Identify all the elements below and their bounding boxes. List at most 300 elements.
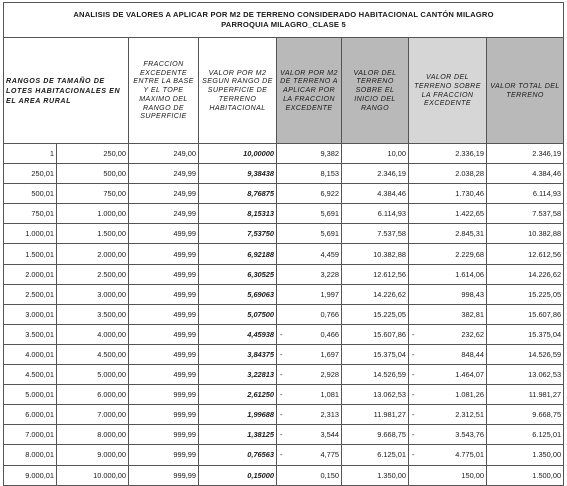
negative-sign: - bbox=[412, 390, 415, 400]
negative-sign: - bbox=[280, 450, 283, 460]
cell-range-from-text: 750,01 bbox=[31, 209, 54, 219]
cell-range-from-text: 5.000,01 bbox=[25, 390, 54, 400]
cell-range-from-text: 1.500,01 bbox=[25, 249, 54, 259]
cell-value-m2-range bbox=[199, 144, 277, 164]
cell-value-start bbox=[342, 385, 409, 405]
cell-value-m2-fraction bbox=[277, 405, 342, 425]
cell-value-m2-fraction bbox=[277, 244, 342, 264]
cell-value-m2-fraction bbox=[277, 465, 342, 485]
cell-value-total-text: 9.668,75 bbox=[532, 410, 562, 420]
cell-value-m2-fraction bbox=[277, 284, 342, 304]
cell-value-start-text: 7.537,58 bbox=[377, 229, 406, 239]
cell-range-to bbox=[57, 405, 129, 425]
cell-value-m2-range-text: 4,45938 bbox=[247, 329, 274, 339]
cell-range-to bbox=[57, 164, 129, 184]
table-row bbox=[4, 244, 564, 264]
cell-value-start-text: 14.526,59 bbox=[373, 370, 406, 380]
cell-range-from-text: 4.500,01 bbox=[25, 370, 54, 380]
cell-value-total-text: 2.346,19 bbox=[532, 149, 562, 159]
cell-value-fraction-text: 1.081,26 bbox=[455, 390, 484, 400]
cell-value-fraction-text: 3.543,76 bbox=[455, 430, 484, 440]
cell-value-start-text: 10,00 bbox=[387, 149, 406, 159]
cell-fraction-text: 499,99 bbox=[173, 329, 196, 339]
cell-range-from-text: 2.500,01 bbox=[25, 289, 54, 299]
cell-value-m2-fraction-text: 4,775 bbox=[320, 450, 339, 460]
cell-value-m2-fraction-text: 8,153 bbox=[320, 169, 339, 179]
cell-value-total bbox=[487, 284, 564, 304]
cell-value-fraction bbox=[409, 184, 487, 204]
cell-value-fraction-text: 1.730,46 bbox=[455, 189, 484, 199]
cell-value-m2-range bbox=[199, 365, 277, 385]
table-row bbox=[4, 405, 564, 425]
cell-fraction-text: 499,99 bbox=[173, 229, 196, 239]
cell-value-fraction bbox=[409, 405, 487, 425]
cell-value-start-text: 15.375,04 bbox=[373, 349, 406, 359]
cell-fraction-text: 999,99 bbox=[173, 450, 196, 460]
cell-fraction bbox=[129, 224, 199, 244]
cell-range-from bbox=[4, 465, 57, 485]
header-valor-m2-fraccion: VALOR POR M2 DE TERRENO A APLICAR POR LA FRACCION EXCEDENTE bbox=[277, 38, 342, 144]
cell-value-m2-range-text: 0,15000 bbox=[247, 470, 274, 480]
cell-fraction bbox=[129, 344, 199, 364]
negative-sign: - bbox=[280, 390, 283, 400]
cell-value-start-text: 9.668,75 bbox=[377, 430, 406, 440]
cell-value-start bbox=[342, 405, 409, 425]
cell-value-m2-fraction bbox=[277, 144, 342, 164]
cell-fraction-text: 249,99 bbox=[173, 189, 196, 199]
cell-range-to-text: 8.000,00 bbox=[97, 430, 126, 440]
negative-sign: - bbox=[412, 430, 415, 440]
cell-value-start bbox=[342, 324, 409, 344]
header-valor-m2-rango: VALOR POR M2 SEGUN RANGO DE SUPERFICIE DE TERRENO HABITACIONAL bbox=[199, 38, 277, 144]
negative-sign: - bbox=[412, 370, 415, 380]
cell-value-fraction bbox=[409, 164, 487, 184]
cell-value-total-text: 15.375,04 bbox=[528, 329, 562, 339]
cell-range-from bbox=[4, 304, 57, 324]
cell-value-m2-fraction-text: 2,928 bbox=[320, 370, 339, 380]
cell-value-m2-fraction-text: 3,544 bbox=[320, 430, 339, 440]
cell-range-to bbox=[57, 244, 129, 264]
cell-value-total bbox=[487, 365, 564, 385]
cell-value-start bbox=[342, 344, 409, 364]
cell-value-total-text: 14.526,59 bbox=[528, 349, 562, 359]
cell-value-total-text: 4.384,46 bbox=[532, 169, 562, 179]
cell-fraction bbox=[129, 184, 199, 204]
cell-value-m2-fraction bbox=[277, 204, 342, 224]
cell-value-fraction bbox=[409, 284, 487, 304]
cell-value-total bbox=[487, 244, 564, 264]
cell-value-fraction-text: 2.312,51 bbox=[455, 410, 484, 420]
cell-value-m2-range-text: 6,30525 bbox=[247, 269, 274, 279]
cell-range-from-text: 500,01 bbox=[31, 189, 54, 199]
negative-sign: - bbox=[280, 430, 283, 440]
cell-value-m2-range-text: 7,53750 bbox=[247, 229, 274, 239]
cell-value-m2-fraction-text: 0,766 bbox=[320, 309, 339, 319]
cell-range-to bbox=[57, 324, 129, 344]
cell-range-to bbox=[57, 465, 129, 485]
cell-value-start bbox=[342, 164, 409, 184]
cell-value-total bbox=[487, 344, 564, 364]
cell-fraction-text: 499,99 bbox=[173, 309, 196, 319]
cell-value-total-text: 1.500,00 bbox=[532, 470, 562, 480]
cell-fraction-text: 499,99 bbox=[173, 370, 196, 380]
cell-fraction-text: 499,99 bbox=[173, 249, 196, 259]
cell-value-m2-range bbox=[199, 405, 277, 425]
cell-value-fraction bbox=[409, 465, 487, 485]
cell-value-m2-fraction bbox=[277, 385, 342, 405]
cell-value-m2-range bbox=[199, 425, 277, 445]
cell-range-from bbox=[4, 164, 57, 184]
cell-value-m2-fraction-text: 1,697 bbox=[320, 349, 339, 359]
negative-sign: - bbox=[280, 329, 283, 339]
cell-range-to bbox=[57, 385, 129, 405]
cell-value-m2-range bbox=[199, 244, 277, 264]
cell-value-fraction bbox=[409, 445, 487, 465]
cell-value-total bbox=[487, 405, 564, 425]
cell-value-start-text: 14.226,62 bbox=[373, 289, 406, 299]
negative-sign: - bbox=[280, 349, 283, 359]
cell-fraction bbox=[129, 365, 199, 385]
table-row bbox=[4, 344, 564, 364]
cell-value-fraction bbox=[409, 224, 487, 244]
cell-value-fraction bbox=[409, 144, 487, 164]
negative-sign: - bbox=[412, 450, 415, 460]
cell-fraction bbox=[129, 304, 199, 324]
cell-value-start-text: 13.062,53 bbox=[373, 390, 406, 400]
cell-value-start bbox=[342, 304, 409, 324]
cell-range-to-text: 6.000,00 bbox=[97, 390, 126, 400]
cell-value-m2-range bbox=[199, 385, 277, 405]
cell-value-total bbox=[487, 445, 564, 465]
cell-range-to bbox=[57, 304, 129, 324]
cell-range-to bbox=[57, 425, 129, 445]
table-row bbox=[4, 425, 564, 445]
cell-value-total bbox=[487, 204, 564, 224]
cell-fraction bbox=[129, 204, 199, 224]
cell-value-m2-fraction-text: 6,922 bbox=[320, 189, 339, 199]
cell-value-start-text: 12.612,56 bbox=[373, 269, 406, 279]
negative-sign: - bbox=[412, 329, 415, 339]
cell-value-total bbox=[487, 164, 564, 184]
valuation-table-sheet bbox=[3, 2, 563, 480]
cell-value-fraction bbox=[409, 264, 487, 284]
cell-value-m2-fraction bbox=[277, 264, 342, 284]
cell-value-fraction-text: 150,00 bbox=[461, 470, 484, 480]
cell-range-from-text: 1.000,01 bbox=[25, 229, 54, 239]
cell-range-to-text: 10.000,00 bbox=[93, 470, 126, 480]
cell-value-start bbox=[342, 365, 409, 385]
cell-value-m2-fraction-text: 3,228 bbox=[320, 269, 339, 279]
cell-value-m2-fraction-text: 4,459 bbox=[320, 249, 339, 259]
table-title-line-1: ANALISIS DE VALORES A APLICAR POR M2 DE TERRENO CONSIDERADO HABITACIONAL CANTÓN MILAGRO bbox=[73, 10, 494, 19]
cell-value-m2-range-text: 6,92188 bbox=[247, 249, 274, 259]
cell-fraction bbox=[129, 405, 199, 425]
cell-value-fraction-text: 232,62 bbox=[461, 329, 484, 339]
cell-value-fraction-text: 1.614,06 bbox=[455, 269, 484, 279]
cell-value-fraction-text: 4.775,01 bbox=[455, 450, 484, 460]
cell-range-to-text: 1.500,00 bbox=[97, 229, 126, 239]
cell-fraction bbox=[129, 164, 199, 184]
negative-sign: - bbox=[280, 370, 283, 380]
cell-range-from bbox=[4, 264, 57, 284]
negative-sign: - bbox=[280, 410, 283, 420]
cell-value-m2-fraction-text: 1,081 bbox=[320, 390, 339, 400]
table-title-line-2: PARROQUIA MILAGRO_CLASE 5 bbox=[221, 20, 346, 29]
cell-value-m2-fraction bbox=[277, 445, 342, 465]
cell-range-to bbox=[57, 445, 129, 465]
cell-range-from bbox=[4, 224, 57, 244]
column-header-row bbox=[4, 38, 564, 144]
cell-value-start bbox=[342, 244, 409, 264]
cell-value-fraction-text: 2.229,68 bbox=[455, 249, 484, 259]
cell-value-m2-range-text: 8,15313 bbox=[247, 209, 274, 219]
cell-value-m2-range-text: 3,84375 bbox=[247, 349, 274, 359]
cell-value-m2-range bbox=[199, 324, 277, 344]
cell-fraction-text: 999,99 bbox=[173, 430, 196, 440]
cell-range-from-text: 1 bbox=[49, 149, 54, 159]
table-title-row bbox=[4, 3, 564, 38]
cell-value-m2-range-text: 8,76875 bbox=[247, 189, 274, 199]
table-row bbox=[4, 324, 564, 344]
cell-value-fraction-text: 2.336,19 bbox=[455, 149, 484, 159]
cell-value-m2-range-text: 1,99688 bbox=[247, 410, 274, 420]
cell-value-m2-fraction bbox=[277, 304, 342, 324]
header-rangos: RANGOS DE TAMAÑO DE LOTES HABITACIONALES EN EL AREA RURAL bbox=[4, 38, 129, 144]
cell-value-fraction-text: 848,44 bbox=[461, 349, 484, 359]
cell-range-from bbox=[4, 385, 57, 405]
cell-value-total-text: 14.226,62 bbox=[528, 269, 562, 279]
cell-range-from bbox=[4, 184, 57, 204]
cell-range-from bbox=[4, 445, 57, 465]
cell-range-from bbox=[4, 324, 57, 344]
cell-value-m2-range bbox=[199, 304, 277, 324]
cell-value-m2-fraction-text: 0,150 bbox=[320, 470, 339, 480]
cell-value-m2-fraction-text: 0,466 bbox=[320, 329, 339, 339]
cell-value-m2-range bbox=[199, 184, 277, 204]
cell-value-total bbox=[487, 425, 564, 445]
header-fraccion: FRACCION EXCEDENTE ENTRE LA BASE Y EL TOPE MAXIMO DEL RANGO DE SUPERFICIE bbox=[129, 38, 199, 144]
cell-range-to bbox=[57, 344, 129, 364]
cell-value-m2-range bbox=[199, 224, 277, 244]
table-row bbox=[4, 465, 564, 485]
table-body bbox=[4, 144, 564, 486]
cell-range-from bbox=[4, 284, 57, 304]
cell-fraction-text: 499,99 bbox=[173, 269, 196, 279]
cell-value-total bbox=[487, 144, 564, 164]
cell-range-to bbox=[57, 224, 129, 244]
negative-sign: - bbox=[412, 349, 415, 359]
cell-value-total bbox=[487, 465, 564, 485]
cell-value-m2-fraction-text: 9,382 bbox=[320, 149, 339, 159]
cell-range-to-text: 3.500,00 bbox=[97, 309, 126, 319]
cell-range-to bbox=[57, 144, 129, 164]
cell-value-total-text: 11.981,27 bbox=[528, 390, 562, 400]
cell-value-total-text: 6.114,93 bbox=[532, 189, 562, 199]
cell-value-m2-range-text: 9,38438 bbox=[247, 169, 274, 179]
cell-value-start bbox=[342, 264, 409, 284]
cell-range-from-text: 2.000,01 bbox=[25, 269, 54, 279]
cell-range-from bbox=[4, 144, 57, 164]
cell-fraction bbox=[129, 324, 199, 344]
cell-range-from-text: 7.000,01 bbox=[25, 430, 54, 440]
cell-range-from-text: 3.000,01 bbox=[25, 309, 54, 319]
cell-value-m2-fraction bbox=[277, 344, 342, 364]
cell-value-m2-range bbox=[199, 204, 277, 224]
cell-value-start-text: 2.346,19 bbox=[377, 169, 406, 179]
table-row bbox=[4, 304, 564, 324]
cell-fraction-text: 249,00 bbox=[173, 149, 196, 159]
table-row bbox=[4, 284, 564, 304]
cell-fraction-text: 249,99 bbox=[173, 169, 196, 179]
cell-range-to bbox=[57, 204, 129, 224]
cell-range-to-text: 1.000,00 bbox=[97, 209, 126, 219]
cell-value-total-text: 12.612,56 bbox=[528, 249, 562, 259]
cell-value-start bbox=[342, 144, 409, 164]
cell-range-to bbox=[57, 264, 129, 284]
cell-value-total bbox=[487, 324, 564, 344]
cell-value-fraction bbox=[409, 425, 487, 445]
cell-value-m2-range-text: 1,38125 bbox=[247, 430, 274, 440]
cell-value-start-text: 4.384,46 bbox=[377, 189, 406, 199]
cell-fraction bbox=[129, 284, 199, 304]
cell-value-start-text: 10.382,88 bbox=[373, 249, 406, 259]
cell-value-fraction bbox=[409, 365, 487, 385]
cell-range-from-text: 4.000,01 bbox=[25, 349, 54, 359]
cell-value-m2-fraction bbox=[277, 425, 342, 445]
table-row bbox=[4, 144, 564, 164]
cell-value-start bbox=[342, 184, 409, 204]
cell-value-m2-range bbox=[199, 445, 277, 465]
cell-value-m2-fraction bbox=[277, 365, 342, 385]
cell-value-total-text: 6.125,01 bbox=[532, 430, 562, 440]
cell-range-to-text: 2.000,00 bbox=[97, 249, 126, 259]
cell-value-m2-range-text: 5,69063 bbox=[247, 289, 274, 299]
cell-range-to-text: 3.000,00 bbox=[97, 289, 126, 299]
cell-range-from-text: 3.500,01 bbox=[25, 329, 54, 339]
cell-value-m2-range bbox=[199, 284, 277, 304]
cell-value-total-text: 15.607,86 bbox=[528, 309, 562, 319]
cell-value-start-text: 11.981,27 bbox=[373, 410, 406, 420]
valuation-table bbox=[3, 2, 564, 486]
cell-value-start-text: 6.125,01 bbox=[377, 450, 406, 460]
cell-fraction-text: 999,99 bbox=[173, 470, 196, 480]
cell-value-start bbox=[342, 425, 409, 445]
cell-value-m2-range bbox=[199, 164, 277, 184]
table-row bbox=[4, 204, 564, 224]
cell-value-m2-fraction-text: 5,691 bbox=[320, 229, 339, 239]
table-row bbox=[4, 365, 564, 385]
cell-value-start bbox=[342, 224, 409, 244]
cell-value-start-text: 15.225,05 bbox=[373, 309, 406, 319]
cell-value-start bbox=[342, 284, 409, 304]
cell-value-total bbox=[487, 184, 564, 204]
cell-value-fraction-text: 382,81 bbox=[461, 309, 484, 319]
cell-value-fraction-text: 2.038,28 bbox=[455, 169, 484, 179]
cell-range-to-text: 750,00 bbox=[103, 189, 126, 199]
cell-fraction-text: 999,99 bbox=[173, 410, 196, 420]
cell-value-m2-range-text: 0,76563 bbox=[247, 450, 274, 460]
cell-range-to-text: 500,00 bbox=[103, 169, 126, 179]
cell-range-to-text: 7.000,00 bbox=[97, 410, 126, 420]
cell-value-fraction bbox=[409, 385, 487, 405]
cell-value-start-text: 15.607,86 bbox=[373, 329, 406, 339]
cell-value-start bbox=[342, 465, 409, 485]
cell-value-fraction bbox=[409, 244, 487, 264]
cell-value-total bbox=[487, 385, 564, 405]
cell-value-m2-range-text: 5,07500 bbox=[247, 309, 274, 319]
cell-range-from bbox=[4, 204, 57, 224]
cell-value-fraction-text: 1.464,07 bbox=[455, 370, 484, 380]
cell-fraction bbox=[129, 144, 199, 164]
cell-fraction bbox=[129, 264, 199, 284]
cell-range-to-text: 4.500,00 bbox=[97, 349, 126, 359]
cell-value-fraction bbox=[409, 204, 487, 224]
cell-range-to bbox=[57, 365, 129, 385]
cell-value-m2-fraction bbox=[277, 224, 342, 244]
header-valor-inicio: VALOR DEL TERRENO SOBRE EL INICIO DEL RANGO bbox=[342, 38, 409, 144]
cell-fraction-text: 499,99 bbox=[173, 349, 196, 359]
cell-value-total-text: 10.382,88 bbox=[528, 229, 562, 239]
cell-range-from bbox=[4, 344, 57, 364]
cell-value-fraction-text: 1.422,65 bbox=[455, 209, 484, 219]
cell-value-start-text: 6.114,93 bbox=[377, 209, 406, 219]
cell-value-fraction bbox=[409, 304, 487, 324]
cell-value-total bbox=[487, 224, 564, 244]
cell-value-total bbox=[487, 264, 564, 284]
cell-fraction bbox=[129, 425, 199, 445]
cell-value-m2-range-text: 2,61250 bbox=[247, 390, 274, 400]
cell-range-from bbox=[4, 405, 57, 425]
cell-range-from bbox=[4, 365, 57, 385]
table-row bbox=[4, 445, 564, 465]
negative-sign: - bbox=[412, 410, 415, 420]
cell-value-fraction-text: 998,43 bbox=[461, 289, 484, 299]
cell-value-m2-range bbox=[199, 465, 277, 485]
cell-value-total-text: 15.225,05 bbox=[528, 289, 562, 299]
cell-value-m2-range-text: 3,22813 bbox=[247, 370, 274, 380]
cell-range-from-text: 9.000,01 bbox=[25, 470, 54, 480]
cell-range-from-text: 6.000,01 bbox=[25, 410, 54, 420]
table-row bbox=[4, 224, 564, 244]
cell-value-m2-fraction bbox=[277, 184, 342, 204]
cell-value-fraction-text: 2.845,31 bbox=[455, 229, 484, 239]
cell-value-m2-fraction-text: 1,997 bbox=[320, 289, 339, 299]
cell-value-total-text: 13.062,53 bbox=[528, 370, 562, 380]
cell-fraction-text: 499,99 bbox=[173, 289, 196, 299]
cell-range-to-text: 5.000,00 bbox=[97, 370, 126, 380]
table-row bbox=[4, 164, 564, 184]
cell-value-start-text: 1.350,00 bbox=[377, 470, 406, 480]
cell-range-to-text: 4.000,00 bbox=[97, 329, 126, 339]
cell-value-m2-fraction bbox=[277, 164, 342, 184]
cell-range-from-text: 8.000,01 bbox=[25, 450, 54, 460]
cell-fraction bbox=[129, 445, 199, 465]
cell-fraction-text: 999,99 bbox=[173, 390, 196, 400]
table-row bbox=[4, 184, 564, 204]
table-row bbox=[4, 385, 564, 405]
cell-value-m2-fraction-text: 2,313 bbox=[320, 410, 339, 420]
cell-value-start bbox=[342, 204, 409, 224]
cell-range-to-text: 9.000,00 bbox=[97, 450, 126, 460]
table-title bbox=[4, 3, 564, 38]
cell-value-fraction bbox=[409, 324, 487, 344]
cell-range-to bbox=[57, 184, 129, 204]
cell-value-m2-range-text: 10,00000 bbox=[243, 149, 274, 159]
cell-value-total-text: 7.537,58 bbox=[532, 209, 562, 219]
cell-value-m2-range bbox=[199, 264, 277, 284]
cell-fraction bbox=[129, 244, 199, 264]
cell-value-m2-fraction-text: 5,691 bbox=[320, 209, 339, 219]
